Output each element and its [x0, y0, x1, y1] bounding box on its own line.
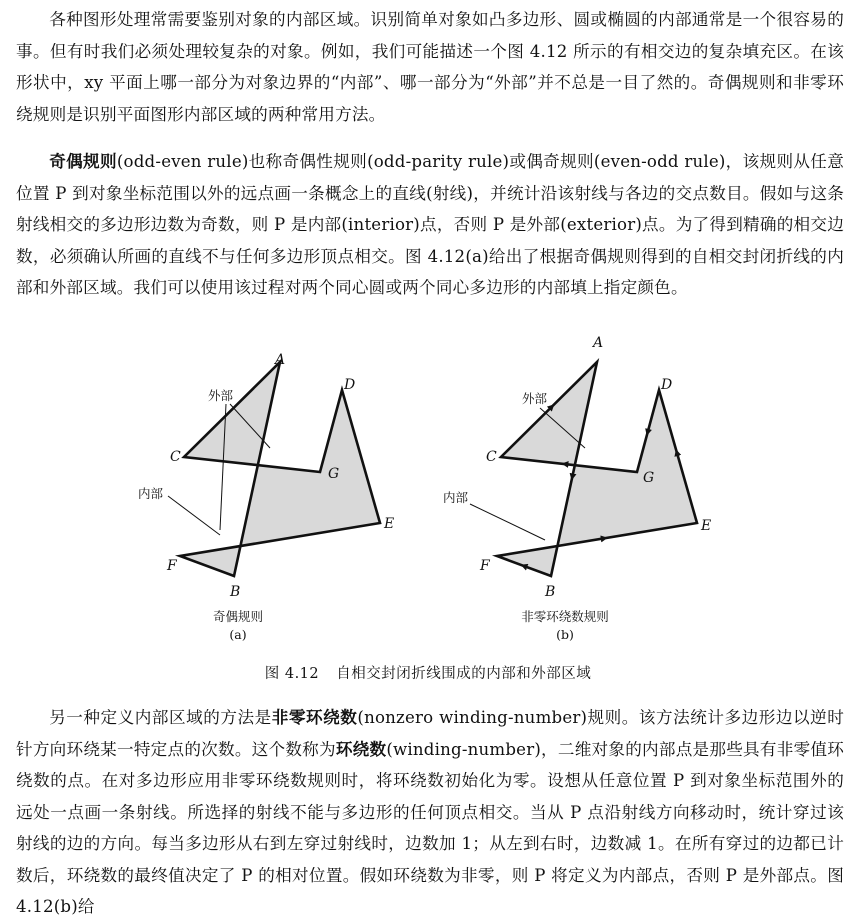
vertex-f-label-b: F: [479, 558, 491, 574]
vertex-c-label-b: C: [486, 449, 497, 465]
figure-caption-text: 自相交封闭折线围成的内部和外部区域: [336, 666, 591, 682]
vertex-a-label: A: [273, 352, 285, 368]
label-inside-a: 内部: [138, 486, 164, 501]
rule-label-b: 非零环绕数规则: [521, 609, 609, 624]
edge-direction-arrow: [553, 405, 554, 406]
vertex-g-label: G: [328, 466, 339, 482]
paragraph-odd-even-text: (odd-even rule)也称奇偶性规则(odd-parity rule)或偶奇规则(even-odd rule)，该规则从任意位置 P 到对象坐标范围以外的远点画一条概念上的直线(射线)，并统计沿该射线与各边的交点数目。假如与这条射线相交的多边形边数为奇数，则 P 是内部(interior)点，否则 P 是外部(exterior)点。为了得到精确的相交边数，必须确认所画的直线不与任何多边形顶点相交。图 4.12(a)给出了根据奇偶规则得到的自相交封闭折线的内部和外部区域。我们可以使用该过程对两个同心圆或两个同心多边形的内部填上指定颜色。: [16, 152, 844, 297]
paragraph-nonzero-text-2: (nonzero winding-number)规则。该方法统计多边形边以逆时针方向环绕某一特定点的次数。这个数称为: [16, 708, 844, 759]
vertex-b-label-b: B: [544, 584, 555, 600]
label-outside-a: 外部: [208, 388, 234, 403]
vertex-e-label: E: [383, 516, 394, 532]
rule-label-a: 奇偶规则: [213, 609, 263, 624]
vertex-e-label-b: E: [700, 518, 711, 534]
leader-inside-b: [470, 504, 545, 540]
vertex-c-label: C: [170, 449, 181, 465]
paragraph-odd-even-rule: [16, 146, 844, 304]
vertex-d-label-b: D: [660, 377, 672, 393]
label-inside-b: 内部: [443, 490, 469, 505]
figure-4-12: [120, 330, 740, 660]
sub-label-b: (b): [556, 627, 574, 642]
vertex-g-label-b: G: [643, 470, 654, 486]
paragraph-nonzero-winding: [16, 702, 844, 923]
paragraph-nonzero-text-1: 另一种定义内部区域的方法是: [49, 708, 272, 727]
vertex-a-label-b: A: [591, 335, 603, 351]
term-winding-number: 环绕数: [336, 740, 387, 759]
term-odd-even-rule: 奇偶规则: [49, 152, 117, 171]
leader-inside-a: [168, 496, 220, 535]
figure-caption-number: 图 4.12: [265, 666, 319, 682]
paragraph-intro: 各种图形处理常需要鉴别对象的内部区域。识别简单对象如凸多边形、圆或椭圆的内部通常是一个很容易的事。但有时我们必须处理较复杂的对象。例如，我们可能描述一个图 4.12 所示的有相交边的复杂填充区。在该形状中，xy 平面上哪一部分为对象边界的“内部”、哪一部分为“外部”并不总是一目了然的。奇偶规则和非零环绕规则是识别平面图形内部区域的两种常用方法。: [16, 4, 844, 130]
vertex-d-label: D: [343, 377, 355, 393]
vertex-f-label: F: [166, 558, 178, 574]
vertex-b-label: B: [229, 584, 240, 600]
figure-panel-b-drawing: [470, 362, 697, 576]
paragraph-nonzero-text-3: (winding-number)，二维对象的内部点是那些具有非零值环绕数的点。在对多边形应用非零环绕数规则时，将环绕数初始化为零。设想从任意位置 P 到对象坐标范围外的远处一点画一条射线。所选择的射线不能与多边形的任何顶点相交。当从 P 点沿射线方向移动时，统计穿过该射线的边的方向。每当多边形从右到左穿过射线时，边数加 1；从左到右时，边数减 1。在所有穿过的边都已计数后，环绕数的最终值决定了 P 的相对位置。假如环绕数为非零，则 P 将定义为内部点，否则 P 是外部点。图 4.12(b)给: [16, 740, 844, 917]
sub-label-a: (a): [229, 627, 246, 642]
figure-panel-a-drawing: [168, 362, 380, 576]
label-outside-b: 外部: [522, 391, 548, 406]
term-nonzero-winding: 非零环绕数: [272, 708, 358, 727]
figure-caption: [0, 662, 856, 683]
